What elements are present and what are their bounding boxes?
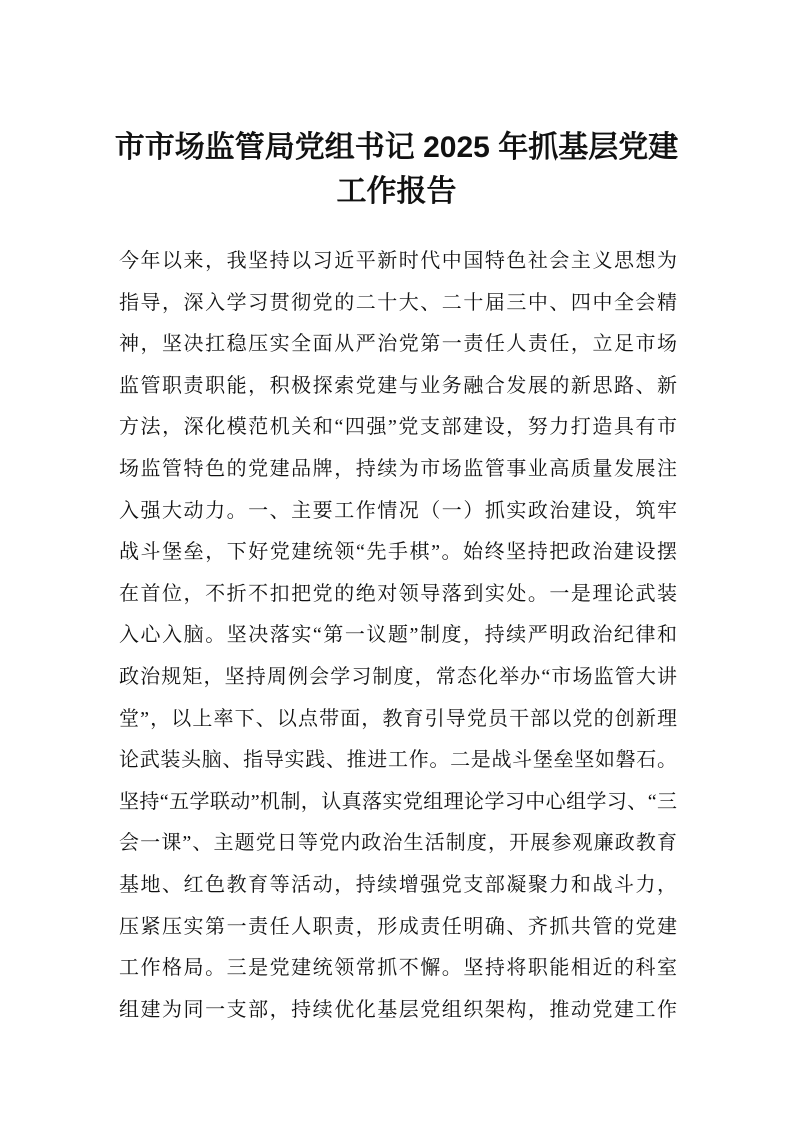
document-body: [119, 241, 677, 1031]
body-text-line: 入心入脑。坚决落实“第一议题”制度，持续严明政治纪律和: [119, 624, 677, 647]
body-text-line: 论武装头脑、指导实践、推进工作。二是战斗堡垒坚如磐石。: [119, 749, 677, 772]
body-text-line: 堂”，以上率下、以点带面，教育引导党员干部以党的创新理: [119, 707, 677, 730]
document-title-line-1: 市市场监管局党组书记 2025 年抓基层党建: [114, 131, 679, 164]
body-text-line: 战斗堡垒，下好党建统领“先手棋”。始终坚持把政治建设摆: [119, 541, 677, 564]
body-text-line: 基地、红色教育等活动，持续增强党支部凝聚力和战斗力，: [119, 873, 677, 896]
body-text-line: 压紧压实第一责任人职责，形成责任明确、齐抓共管的党建: [119, 915, 677, 938]
body-text-line: 在首位，不折不扣把党的绝对领导落到实处。一是理论武装: [119, 582, 677, 605]
body-text-line: 会一课”、主题党日等党内政治生活制度，开展参观廉政教育: [119, 832, 677, 855]
body-text-line: 坚持“五学联动”机制，认真落实党组理论学习中心组学习、“三: [119, 790, 677, 813]
body-text-line: 场监管特色的党建品牌，持续为市场监管事业高质量发展注: [119, 457, 677, 480]
document-title-line-2: 工作报告: [336, 175, 457, 208]
body-text-line: 工作格局。三是党建统领常抓不懈。坚持将职能相近的科室: [119, 957, 677, 980]
body-text-line: 神，坚决扛稳压实全面从严治党第一责任人责任，立足市场: [119, 333, 677, 356]
body-text-line: 政治规矩，坚持周例会学习制度，常态化举办“市场监管大讲: [119, 665, 677, 688]
body-text-line: 入强大动力。一、主要工作情况（一）抓实政治建设，筑牢: [119, 499, 677, 522]
document-title: [0, 126, 793, 214]
body-text-line: 组建为同一支部，持续优化基层党组织架构，推动党建工作: [119, 998, 677, 1021]
body-text-line: 指导，深入学习贯彻党的二十大、二十届三中、四中全会精: [119, 291, 677, 314]
body-text-line: 监管职责职能，积极探索党建与业务融合发展的新思路、新: [119, 374, 677, 397]
body-text-line: 今年以来，我坚持以习近平新时代中国特色社会主义思想为: [119, 250, 677, 272]
body-text-line: 方法，深化模范机关和“四强”党支部建设，努力打造具有市: [119, 416, 677, 439]
